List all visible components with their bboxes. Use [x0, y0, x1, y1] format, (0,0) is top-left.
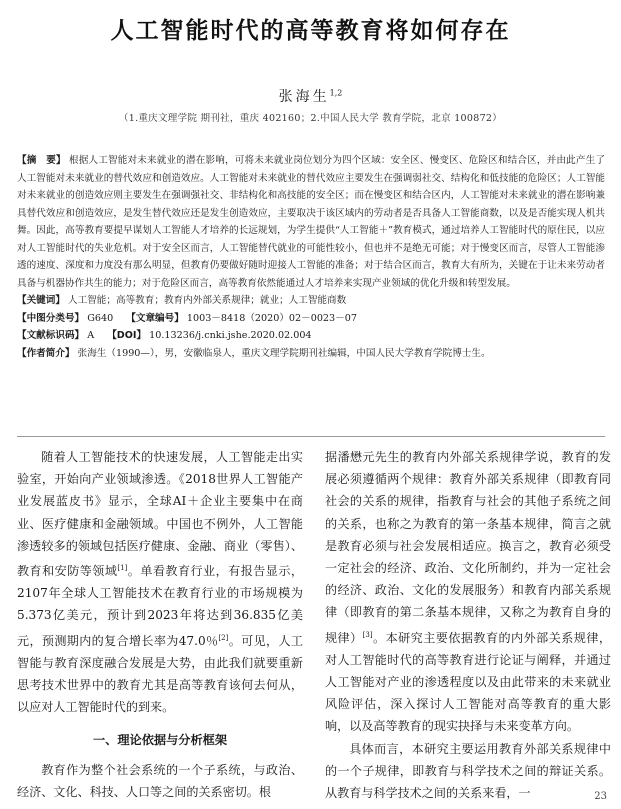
body-text: 。单看教育行业，有报告显示，2107年全球人工智能技术在教育行业的市场规模为5.373亿美元，预计到2023年将达到36.835亿美元，预测期内的复合增长率为47.0％: [17, 564, 303, 648]
author-bio-label: 【作者简介】: [17, 347, 75, 359]
page-number: 23: [594, 791, 607, 802]
affiliation: （1.重庆文理学院 期刊社，重庆 402160；2.中国人民大学 教育学院，北京 100872）: [118, 113, 503, 124]
classification-row: [17, 310, 605, 328]
section-divider: [17, 436, 605, 437]
body-paragraph: 具体而言，本研究主要运用教育外部关系规律中的一个子规律，即教育与科学技术之间的辩证关系。从教育与科学技术之间的关系来看，一: [325, 741, 611, 801]
author-bio: [17, 345, 605, 363]
clc-label: 【中图分类号】: [17, 312, 85, 324]
citation: [2]: [218, 633, 229, 642]
doc-id-value: A: [87, 330, 95, 341]
body-text: 。本研究主要依据教育的内外部关系规律，对人工智能时代的高等教育进行论证与阐释，并通过人工智能对产业的渗透程度以及由此带来的未来就业风险评估，深入探讨人工智能对高等教育的重大影响，以及高等教育的现实抉择与未来变革方向。: [325, 630, 611, 734]
doi-value: 10.13236/j.cnki.jshe.2020.02.004: [149, 330, 312, 341]
body-column-left: [17, 446, 303, 803]
abstract-label: 【摘 要】: [17, 155, 66, 166]
clc-value: G640: [87, 312, 114, 324]
body-text: 据潘懋元先生的教育内外部关系规律学说，教育的发展必须遵循两个规律：教育外部关系规律（即教育同社会的关系的规律，指教育与社会的其他子系统之间的关系，也称之为教育的第一条基本规律，简言之就是教育必须与社会发展相适应。换言之，教育必须受一定社会的经济、政治、文化所制约，并为一定社会的经济、政治、文化的发展服务）和教育内部关系规律（即教育的第二条基本规律，又称之为教育自身的规律）: [325, 450, 611, 645]
body-column-right: [325, 446, 611, 804]
article-code-value: 1003－8418（2020）02－0023－07: [186, 312, 357, 324]
citation: [1]: [117, 564, 128, 573]
author-bio-text: 张海生（1990—），男，安徽临泉人，重庆文理学院期刊社编辑，中国人民大学教育学院博士生。: [77, 347, 491, 359]
body-paragraph: [17, 446, 303, 719]
body-paragraph: [325, 446, 611, 738]
doi-label: 【DOI】: [107, 330, 147, 341]
abstract-text: 根据人工智能对未来就业的潜在影响，可将未来就业岗位划分为四个区域：安全区、慢变区、危险区和结合区，并由此产生了人工智能对未来就业的替代效应和创造效应。人工智能对未来就业的替代效应主要发生在强调弱社交、结构化和低技能的危险区；人工智能对未来就业的创造效应则主要发生在强调强社交、非结构化和高技能的安全区；而在慢变区和结合区内，人工智能对未来就业的潜在影响兼具替代效应和创造效应，是发生替代效应还是发生创造效应，主要取决于该区域内的劳动者是否具备人工智能商数，以及是否能实现人机共舞。因此，高等教育要提早谋划人工智能人才培养的长远规划，为学生提供“人工智能＋”教育模式，通过培养人工智能时代的原住民，以应对人工智能时代的失业危机。对于安全区而言，人工智能替代就业的可能性较小，但也并不是绝无可能；对于慢变区而言，尽管人工智能渗透的速度、深度和力度没有那么明显，但教育仍要做好随时迎接人工智能的准备；对于结合区而言，教育大有所为，关键在于让未来劳动者具备与机器协作共生的能力；对于危险区而言，高等教育依然能通过人才培养来实现产业领域的优化升级和转型发展。: [17, 155, 606, 289]
paper-title: 人工智能时代的高等教育将如何存在: [110, 18, 511, 44]
body-text: 。可见，人工智能与教育深度融合发展是大势，由此我们就要重新思考技术世界中的教育尤其是高等教育该何去何从，以应对人工智能时代的到来。: [17, 633, 303, 715]
keywords: [17, 292, 605, 310]
keywords-text: 人工智能；高等教育；教育内外部关系规律；就业；人工智能商数: [68, 295, 347, 306]
author-name: 张海生: [278, 89, 330, 105]
body-paragraph: 教育作为整个社会系统的一个子系统，与政治、经济、文化、科技、人口等之间的关系密切。根: [17, 762, 303, 799]
body-text: 随着人工智能技术的快速发展，人工智能走出实验室，开始向产业领域渗透。《2018世界人工智能产业发展蓝皮书》显示，全球AI＋企业主要集中在商业、医疗健康和金融领域。中国也不例外，人工智能渗透较多的领域包括医疗健康、金融、商业（零售）、教育和安防等领域: [17, 450, 303, 579]
author-affiliation-marker: 1,2: [329, 88, 343, 98]
citation: [3]: [362, 630, 373, 639]
doc-id-row: [17, 327, 605, 345]
section-heading: 一、理论依据与分析框架: [92, 732, 228, 747]
author-line: [0, 86, 621, 106]
article-code-label: 【文章编号】: [126, 312, 184, 324]
keywords-label: 【关键词】: [17, 295, 65, 306]
metadata-block: [17, 152, 605, 362]
doc-id-label: 【文献标识码】: [17, 330, 85, 341]
abstract: [17, 152, 605, 292]
